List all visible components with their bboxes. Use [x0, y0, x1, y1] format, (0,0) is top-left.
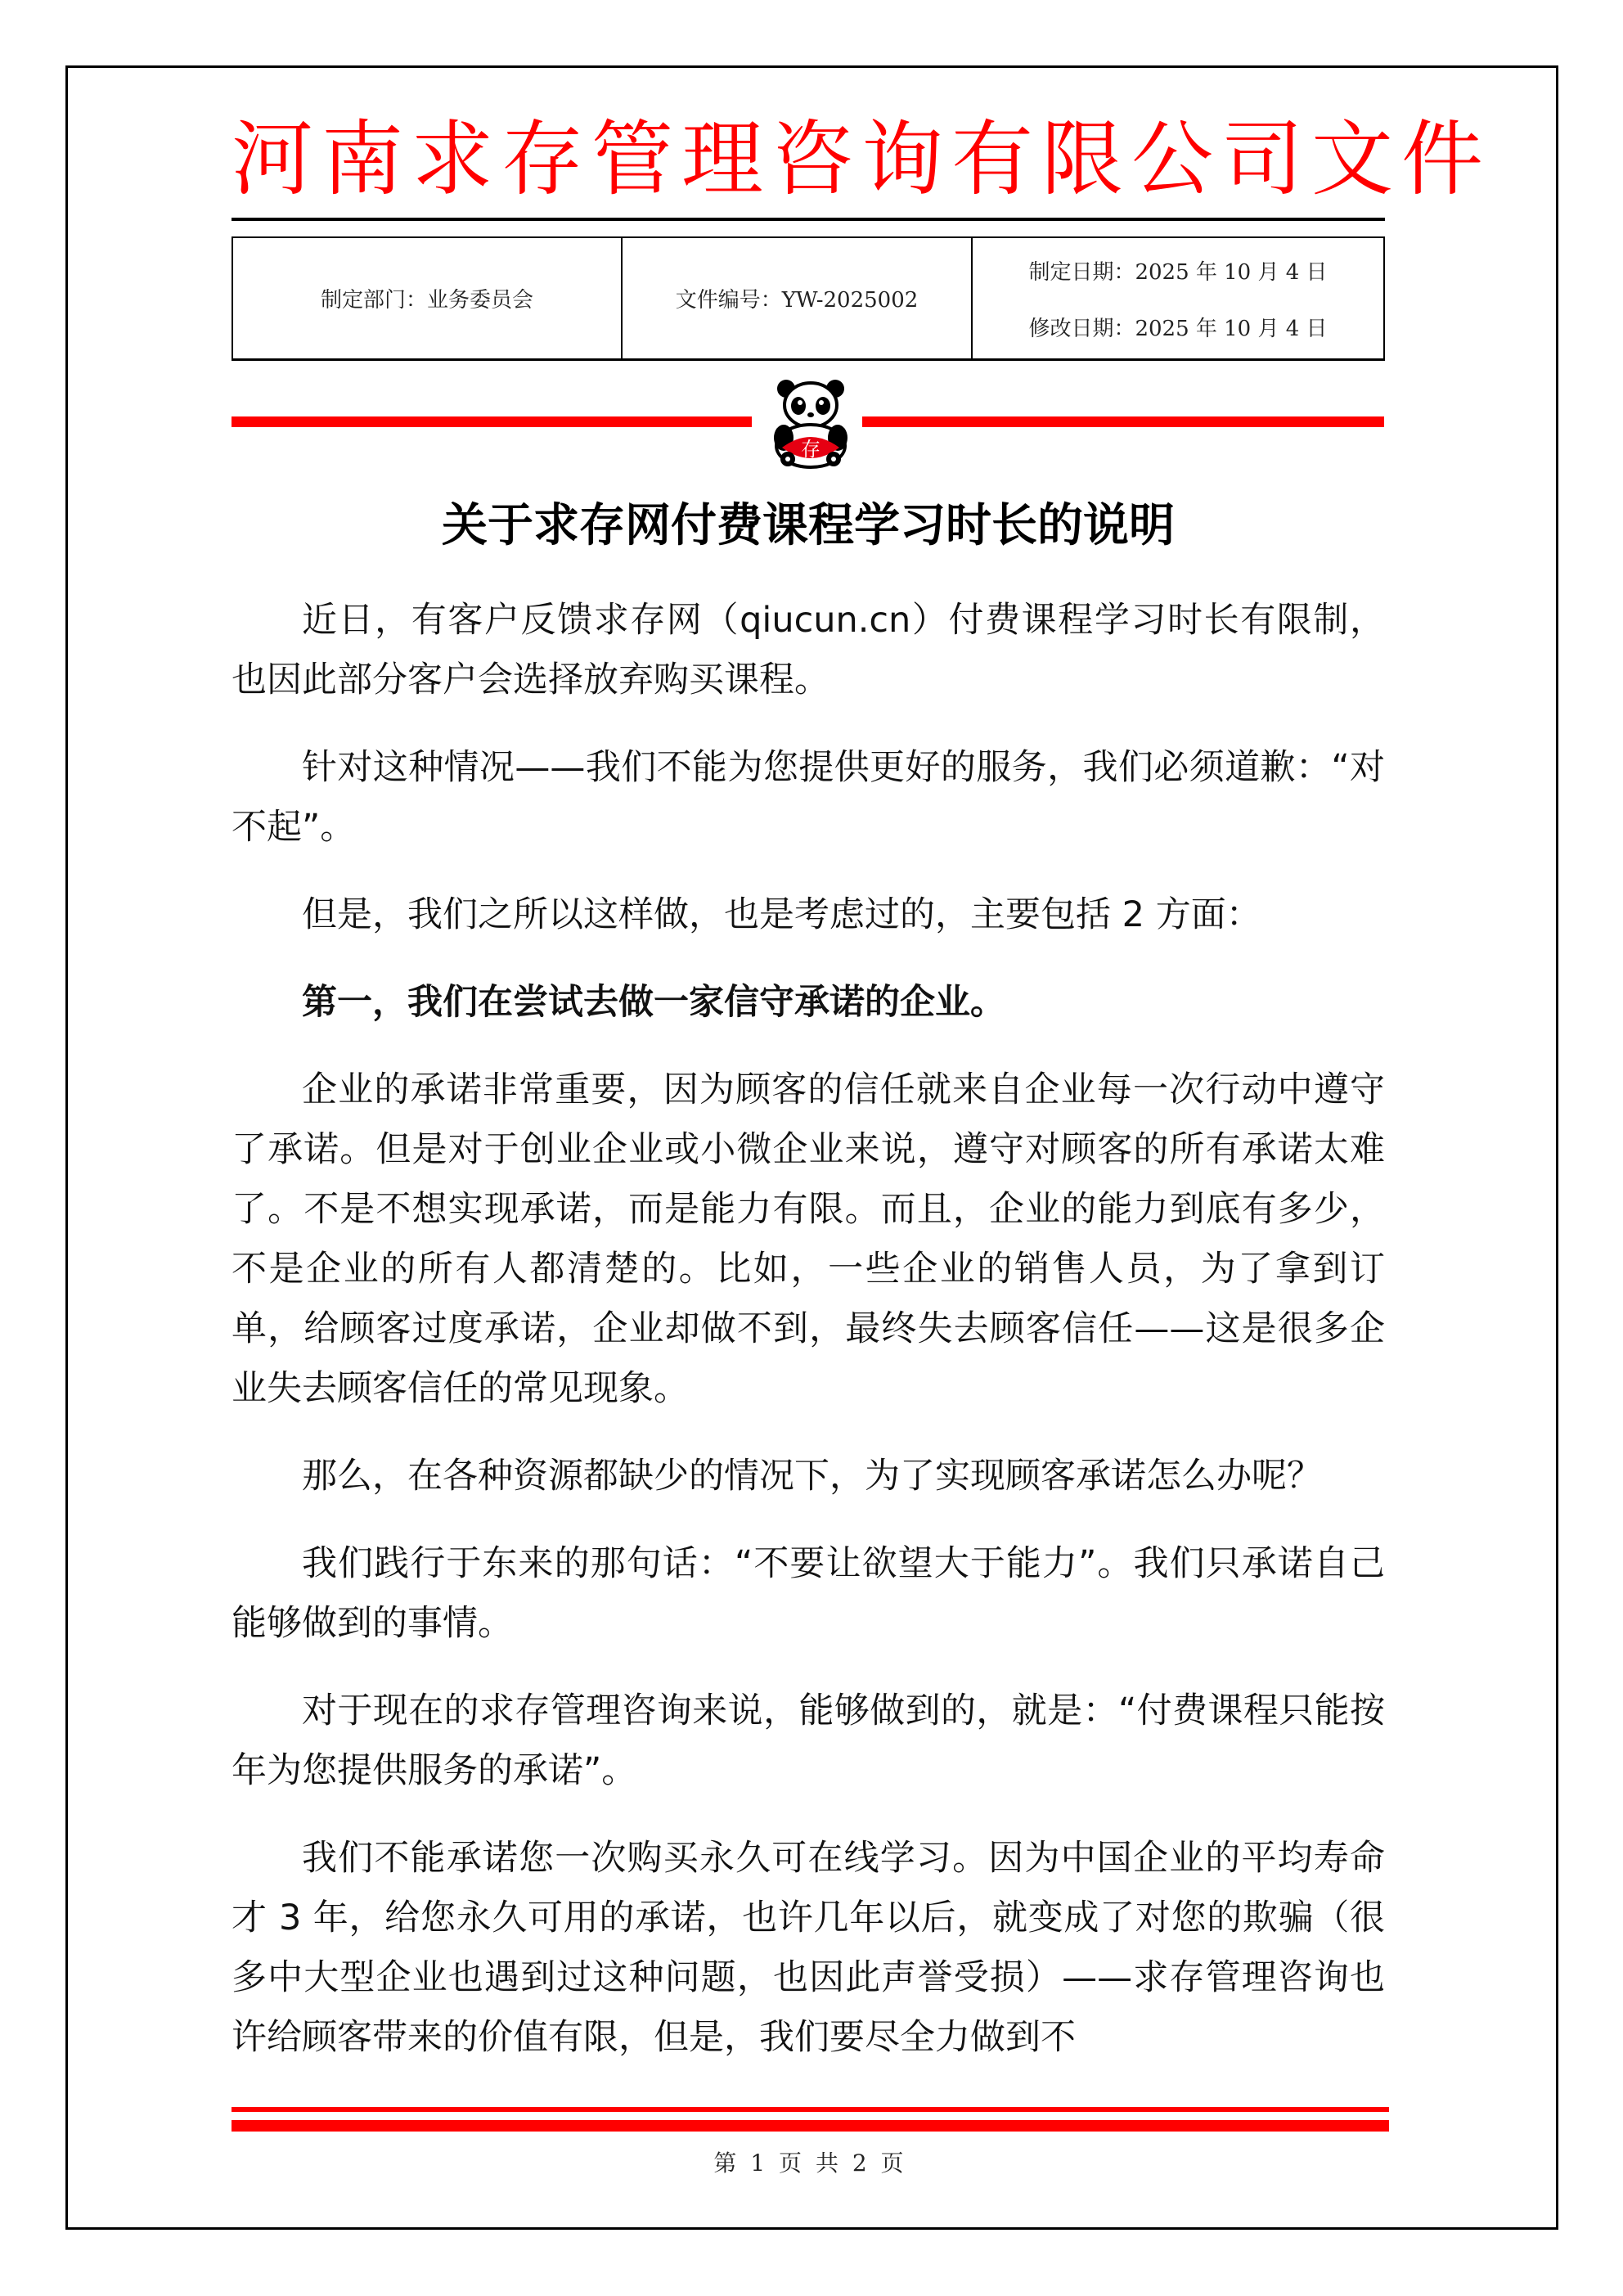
- meta-department-cell: [233, 238, 623, 358]
- document-meta-table: [232, 236, 1385, 361]
- svg-text:存: 存: [801, 438, 820, 461]
- meta-doc-number-cell: [623, 238, 973, 358]
- document-body: [232, 591, 1385, 2096]
- paragraph: 但是，我们之所以这样做，也是考虑过的，主要包括 2 方面：: [302, 894, 1261, 935]
- company-document-header: 河南求存管理咨询有限公司文件: [232, 111, 1491, 207]
- paragraph: 近日，有客户反馈求存网（qiucun.cn）付费课程学习时长有限制，也因此部分客户会选择放弃购买课程。: [232, 600, 1385, 700]
- paragraph: 我们践行于东来的那句话：“不要让欲望大于能力”。我们只承诺自己能够做到的事情。: [232, 1543, 1385, 1644]
- paragraph: 那么，在各种资源都缺少的情况下，为了实现顾客承诺怎么办呢？: [302, 1456, 1322, 1497]
- header-divider: [232, 218, 1385, 221]
- red-divider-right: [862, 416, 1384, 427]
- meta-revised-date: 修改日期：2025 年 10 月 4 日: [1028, 316, 1328, 341]
- meta-dates-cell: [973, 238, 1383, 358]
- footer-red-rule-thin: [232, 2107, 1389, 2112]
- paragraph: 我们不能承诺您一次购买永久可在线学习。因为中国企业的平均寿命才 3 年，给您永久可用的承诺，也许几年以后，就变成了对您的欺骗（很多中大型企业也遇到过这种问题，也因此声誉受损）——求存管理咨询也许给顾客带来的价值有限，但是，我们要尽全力做到不: [232, 1838, 1385, 2058]
- meta-department: 制定部门：业务委员会: [320, 288, 533, 313]
- page-number: 第 1 页 共 2 页: [713, 2150, 907, 2177]
- document-title: 关于求存网付费课程学习时长的说明: [442, 499, 1175, 552]
- paragraph: 针对这种情况——我们不能为您提供更好的服务，我们必须道歉：“对不起”。: [232, 747, 1385, 848]
- paragraph: 对于现在的求存管理咨询来说，能够做到的，就是：“付费课程只能按年为您提供服务的承诺”。: [232, 1690, 1385, 1791]
- footer-red-rule-thick: [232, 2120, 1389, 2132]
- panda-mascot-icon: [766, 377, 856, 469]
- meta-created-date: 制定日期：2025 年 10 月 4 日: [1028, 259, 1328, 285]
- red-divider-left: [232, 416, 752, 427]
- paragraph: 企业的承诺非常重要，因为顾客的信任就来自企业每一次行动中遵守了承诺。但是对于创业企业或小微企业来说，遵守对顾客的所有承诺太难了。不是不想实现承诺，而是能力有限。而且，企业的能力到底有多少，不是企业的所有人都清楚的。比如，一些企业的销售人员，为了拿到订单，给顾客过度承诺，企业却做不到，最终失去顾客信任——这是很多企业失去顾客信任的常见现象。: [232, 1069, 1385, 1409]
- meta-doc-number: 文件编号：YW-2025002: [675, 288, 919, 313]
- section-heading: 第一，我们在尝试去做一家信守承诺的企业。: [302, 982, 1005, 1023]
